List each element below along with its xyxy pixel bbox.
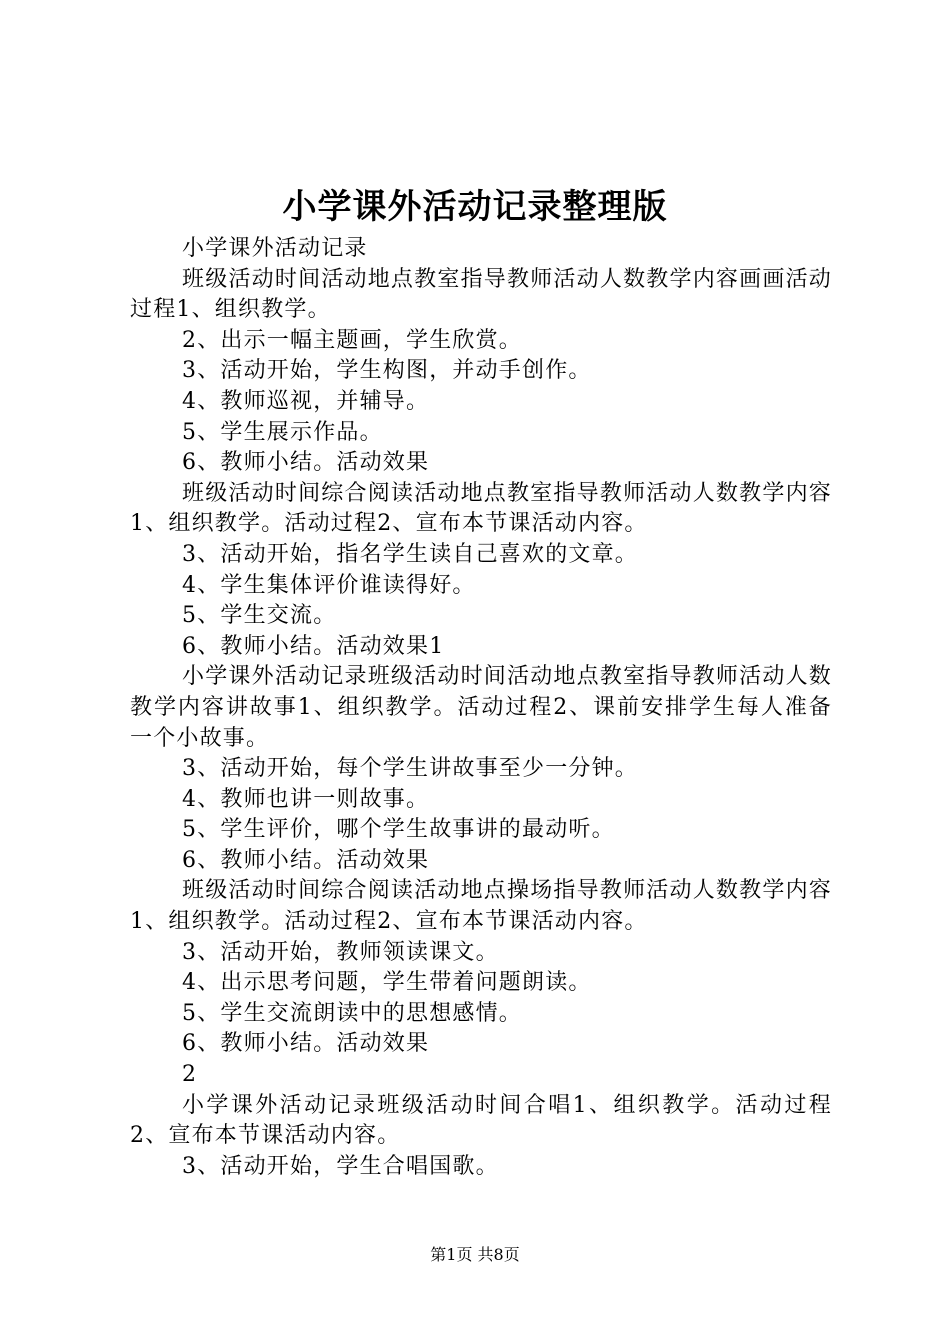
paragraph: 3、活动开始，指名学生读自己喜欢的文章。 [182, 541, 638, 567]
paragraph: 小学课外活动记录 [182, 236, 368, 261]
paragraph: 3、活动开始，学生合唱国歌。 [182, 1153, 499, 1179]
document-body [130, 234, 832, 1182]
paragraph: 4、教师也讲一则故事。 [182, 786, 430, 812]
paragraph: 6、教师小结。活动效果1 [182, 633, 445, 659]
paragraph: 4、学生集体评价谁读得好。 [182, 572, 476, 598]
paragraph: 4、教师巡视，并辅导。 [182, 388, 430, 414]
paragraph: 3、活动开始，学生构图，并动手创作。 [182, 358, 592, 384]
paragraph: 5、学生展示作品。 [182, 419, 383, 445]
paragraph: 5、学生交流朗读中的思想感情。 [182, 1000, 522, 1026]
paragraph: 4、出示思考问题，学生带着问题朗读。 [182, 970, 592, 996]
document-title: 小学课外活动记录整理版 [282, 187, 668, 227]
paragraph: 班级活动时间综合阅读活动地点教室指导教师活动人数教学内容1、组织教学。活动过程2、宣布本节课活动内容。 [130, 480, 832, 537]
paragraph: 6、教师小结。活动效果 [182, 1031, 430, 1057]
paragraph: 2、出示一幅主题画，学生欣赏。 [182, 327, 522, 353]
paragraph: 3、活动开始，教师领读课文。 [182, 939, 499, 965]
paragraph: 小学课外活动记录班级活动时间活动地点教室指导教师活动人数教学内容讲故事1、组织教学。活动过程2、课前安排学生每人准备一个小故事。 [130, 664, 832, 751]
paragraph: 3、活动开始，每个学生讲故事至少一分钟。 [182, 756, 638, 782]
paragraph: 小学课外活动记录班级活动时间合唱1、组织教学。活动过程2、宣布本节课活动内容。 [130, 1092, 832, 1149]
paragraph: 6、教师小结。活动效果 [182, 450, 430, 476]
paragraph: 2 [182, 1062, 198, 1088]
paragraph: 班级活动时间活动地点教室指导教师活动人数教学内容画画活动过程1、组织教学。 [130, 266, 832, 323]
page-footer: 第1页 共8页 [430, 1245, 520, 1264]
paragraph: 班级活动时间综合阅读活动地点操场指导教师活动人数教学内容1、组织教学。活动过程2、宣布本节课活动内容。 [130, 878, 832, 935]
paragraph: 6、教师小结。活动效果 [182, 847, 430, 873]
paragraph: 5、学生交流。 [182, 603, 337, 629]
paragraph: 5、学生评价，哪个学生故事讲的最动听。 [182, 817, 615, 843]
